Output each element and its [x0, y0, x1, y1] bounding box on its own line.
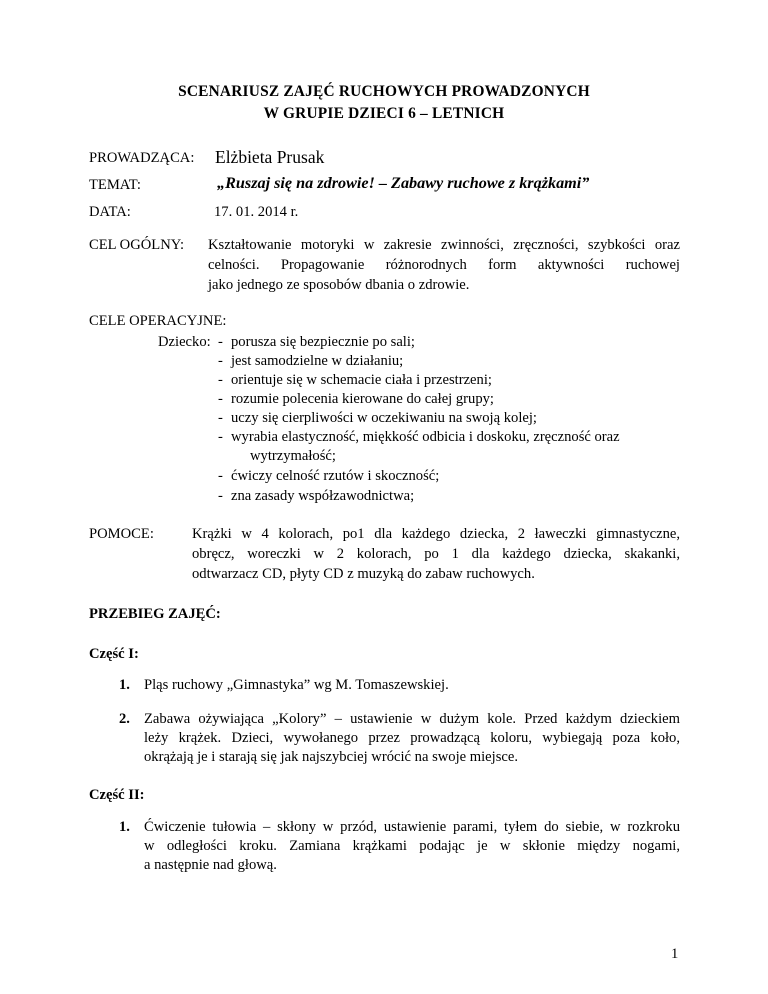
- cele-item: ćwiczy celność rzutów i skoczność;: [231, 468, 440, 484]
- przebieg-heading: PRZEBIEG ZAJĘĆ:: [89, 606, 221, 622]
- czesc-1-item-line: Pląs ruchowy „Gimnastyka” wg M. Tomaszewskiej.: [144, 677, 449, 693]
- cele-dash: -: [218, 488, 223, 504]
- page-number: 1: [671, 946, 679, 962]
- pomoce-line-3: odtwarzacz CD, płyty CD z muzyką do zabaw ruchowych.: [192, 566, 535, 582]
- cel-ogolny-line-2: celności. Propagowanie różnorodnych form aktywności ruchowej: [208, 257, 680, 273]
- pomoce-label: POMOCE:: [89, 526, 154, 542]
- czesc-2-item-line: Ćwiczenie tułowia – skłony w przód, ustawienie parami, tyłem do siebie, w rozkroku: [144, 819, 680, 835]
- cel-ogolny-label: CEL OGÓLNY:: [89, 237, 184, 253]
- czesc-2-heading: Część II:: [89, 787, 145, 803]
- data-value: 17. 01. 2014 r.: [214, 204, 299, 220]
- temat-value: „Ruszaj się na zdrowie! – Zabawy ruchowe z krążkami”: [217, 174, 590, 192]
- pomoce-line-2: obręcz, woreczki w 2 kolorach, po 1 dla każdego dziecka, skakanki,: [192, 546, 680, 562]
- czesc-1-item-number: 2.: [119, 711, 130, 727]
- cel-ogolny-line-1: Kształtowanie motoryki w zakresie zwinności, zręczności, szybkości oraz: [208, 237, 680, 253]
- cele-operacyjne-label: CELE OPERACYJNE:: [89, 313, 227, 329]
- czesc-1-heading: Część I:: [89, 646, 139, 662]
- cele-item: zna zasady współzawodnictwa;: [231, 488, 415, 504]
- cele-item: rozumie polecenia kierowane do całej grupy;: [231, 391, 494, 407]
- cele-item: porusza się bezpiecznie po sali;: [231, 334, 415, 350]
- czesc-1-item-line: leży krążek. Dzieci, wywołanego przez prowadzącą koloru, wybiegają poza koło,: [144, 730, 680, 746]
- dziecko-label: Dziecko:: [158, 334, 211, 350]
- cele-dash: -: [218, 391, 223, 407]
- czesc-1-item-line: Zabawa ożywiająca „Kolory” – ustawienie w dużym kole. Przed każdym dzieckiem: [144, 711, 680, 727]
- cele-dash: -: [218, 334, 223, 350]
- cele-item: orientuje się w schemacie ciała i przestrzeni;: [231, 372, 492, 388]
- czesc-2-item-line: a następnie nad głową.: [144, 857, 277, 873]
- cele-dash: -: [218, 468, 223, 484]
- prowadzaca-value: Elżbieta Prusak: [215, 147, 325, 167]
- title-line-2: W GRUPIE DZIECI 6 – LETNICH: [263, 105, 505, 122]
- cele-item: uczy się cierpliwości w oczekiwaniu na swoją kolej;: [231, 410, 537, 426]
- pomoce-line-1: Krążki w 4 kolorach, po1 dla każdego dziecka, 2 ławeczki gimnastyczne,: [192, 526, 680, 542]
- czesc-2-item-number: 1.: [119, 819, 130, 835]
- cele-dash: -: [218, 410, 223, 426]
- cele-item: wyrabia elastyczność, miękkość odbicia i doskoku, zręczność oraz: [231, 429, 620, 445]
- prowadzaca-label: PROWADZĄCA:: [89, 150, 195, 166]
- title-line-1: SCENARIUSZ ZAJĘĆ RUCHOWYCH PROWADZONYCH: [178, 83, 590, 100]
- data-label: DATA:: [89, 204, 131, 220]
- cele-item: jest samodzielne w działaniu;: [231, 353, 404, 369]
- cele-dash: -: [218, 429, 223, 445]
- cele-item-continuation: wytrzymałość;: [250, 448, 336, 464]
- cel-ogolny-line-3: jako jednego ze sposobów dbania o zdrowie.: [208, 277, 470, 293]
- czesc-2-item-line: w odległości kroku. Zamiana krążkami podając je w skłonie między nogami,: [144, 838, 680, 854]
- cele-dash: -: [218, 372, 223, 388]
- cele-dash: -: [218, 353, 223, 369]
- czesc-1-item-line: okrążają je i starają się jak najszybciej wrócić na swoje miejsce.: [144, 749, 519, 765]
- temat-label: TEMAT:: [89, 177, 141, 193]
- czesc-1-item-number: 1.: [119, 677, 130, 693]
